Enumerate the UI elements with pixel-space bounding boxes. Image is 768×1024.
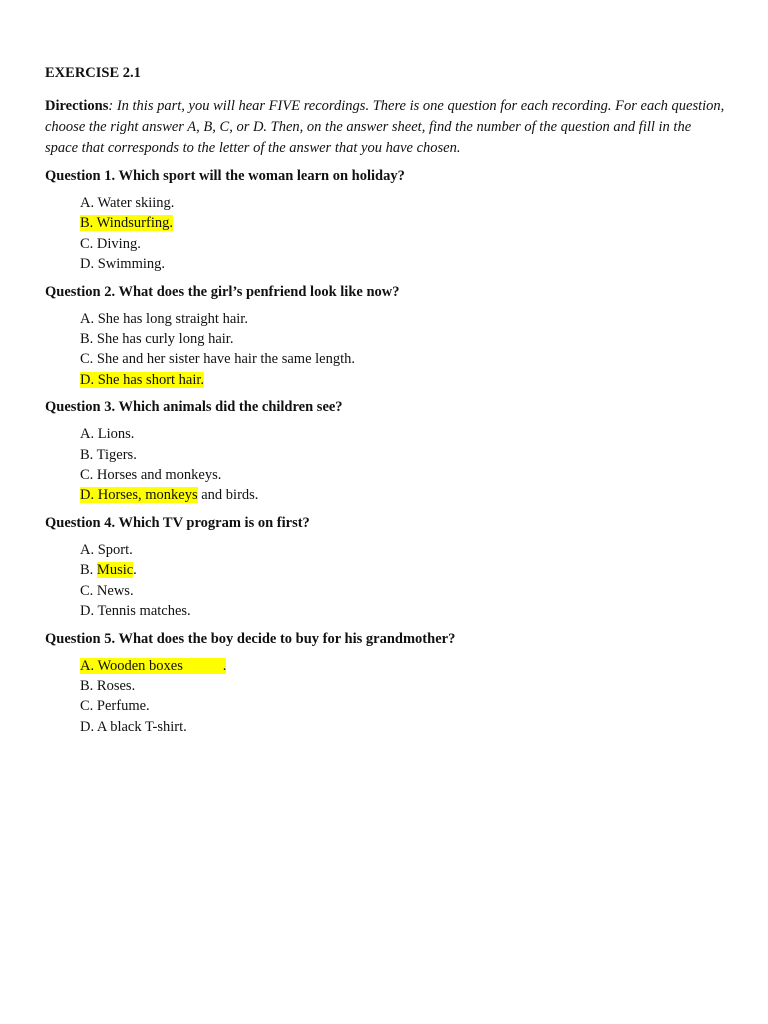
option-2d <box>80 370 725 390</box>
option-2b: B. She has curly long hair. <box>80 331 234 348</box>
option-3c: C. Horses and monkeys. <box>80 467 222 484</box>
highlighted-answer: D. She has short hair. <box>80 371 205 388</box>
option-1b <box>80 213 725 233</box>
option-1d: D. Swimming. <box>80 256 165 273</box>
option-4c: C. News. <box>80 582 134 599</box>
directions-paragraph <box>45 96 725 159</box>
option-5b: B. Roses. <box>80 677 136 694</box>
option-2c: C. She and her sister have hair the same length. <box>80 351 356 368</box>
question-4: Question 4. Which TV program is on first? <box>45 514 310 531</box>
option-3d: D. Horses, monkeys and birds. <box>80 487 259 504</box>
option-3b: B. Tigers. <box>80 446 137 463</box>
question-3: Question 3. Which animals did the children see? <box>45 399 343 416</box>
option-5d: D. A black T-shirt. <box>80 718 187 735</box>
question-2: Question 2. What does the girl’s penfriend look like now? <box>45 283 400 300</box>
option-4a: A. Sport. <box>80 541 133 558</box>
highlighted-answer: B. Windsurfing. <box>80 215 173 232</box>
directions-text: : In this part, you will hear FIVE recordings. There is one question for each recording. For each question, choose the right answer A, B, C, or D. Then, on the answer sheet, find the number of the question and fill in the space that corresponds to the letter of the answer that you have chosen. <box>45 98 725 156</box>
question-2-options <box>80 309 725 391</box>
question-3-options <box>80 424 725 506</box>
option-2a: A. She has long straight hair. <box>80 310 248 327</box>
option-1c: C. Diving. <box>80 235 141 252</box>
question-5: Question 5. What does the boy decide to buy for his grandmother? <box>45 630 456 647</box>
option-3a: A. Lions. <box>80 426 135 443</box>
directions-label: Directions <box>45 98 109 114</box>
question-1: Question 1. Which sport will the woman learn on holiday? <box>45 168 405 184</box>
option-1a: A. Water skiing. <box>80 195 175 211</box>
option-5a <box>80 656 725 676</box>
question-1-options <box>80 193 725 275</box>
highlighted-answer: Music <box>96 562 134 579</box>
option-4d: D. Tennis matches. <box>80 603 191 620</box>
exercise-page <box>45 62 725 743</box>
question-5-options <box>80 656 725 738</box>
option-4b: B. Music. <box>80 562 137 579</box>
highlighted-answer: A. Wooden boxes . <box>80 657 227 674</box>
highlighted-answer: D. Horses, monkeys <box>80 487 198 504</box>
option-5c: C. Perfume. <box>80 698 150 715</box>
question-4-options <box>80 540 725 622</box>
exercise-title: EXERCISE 2.1 <box>45 65 141 81</box>
